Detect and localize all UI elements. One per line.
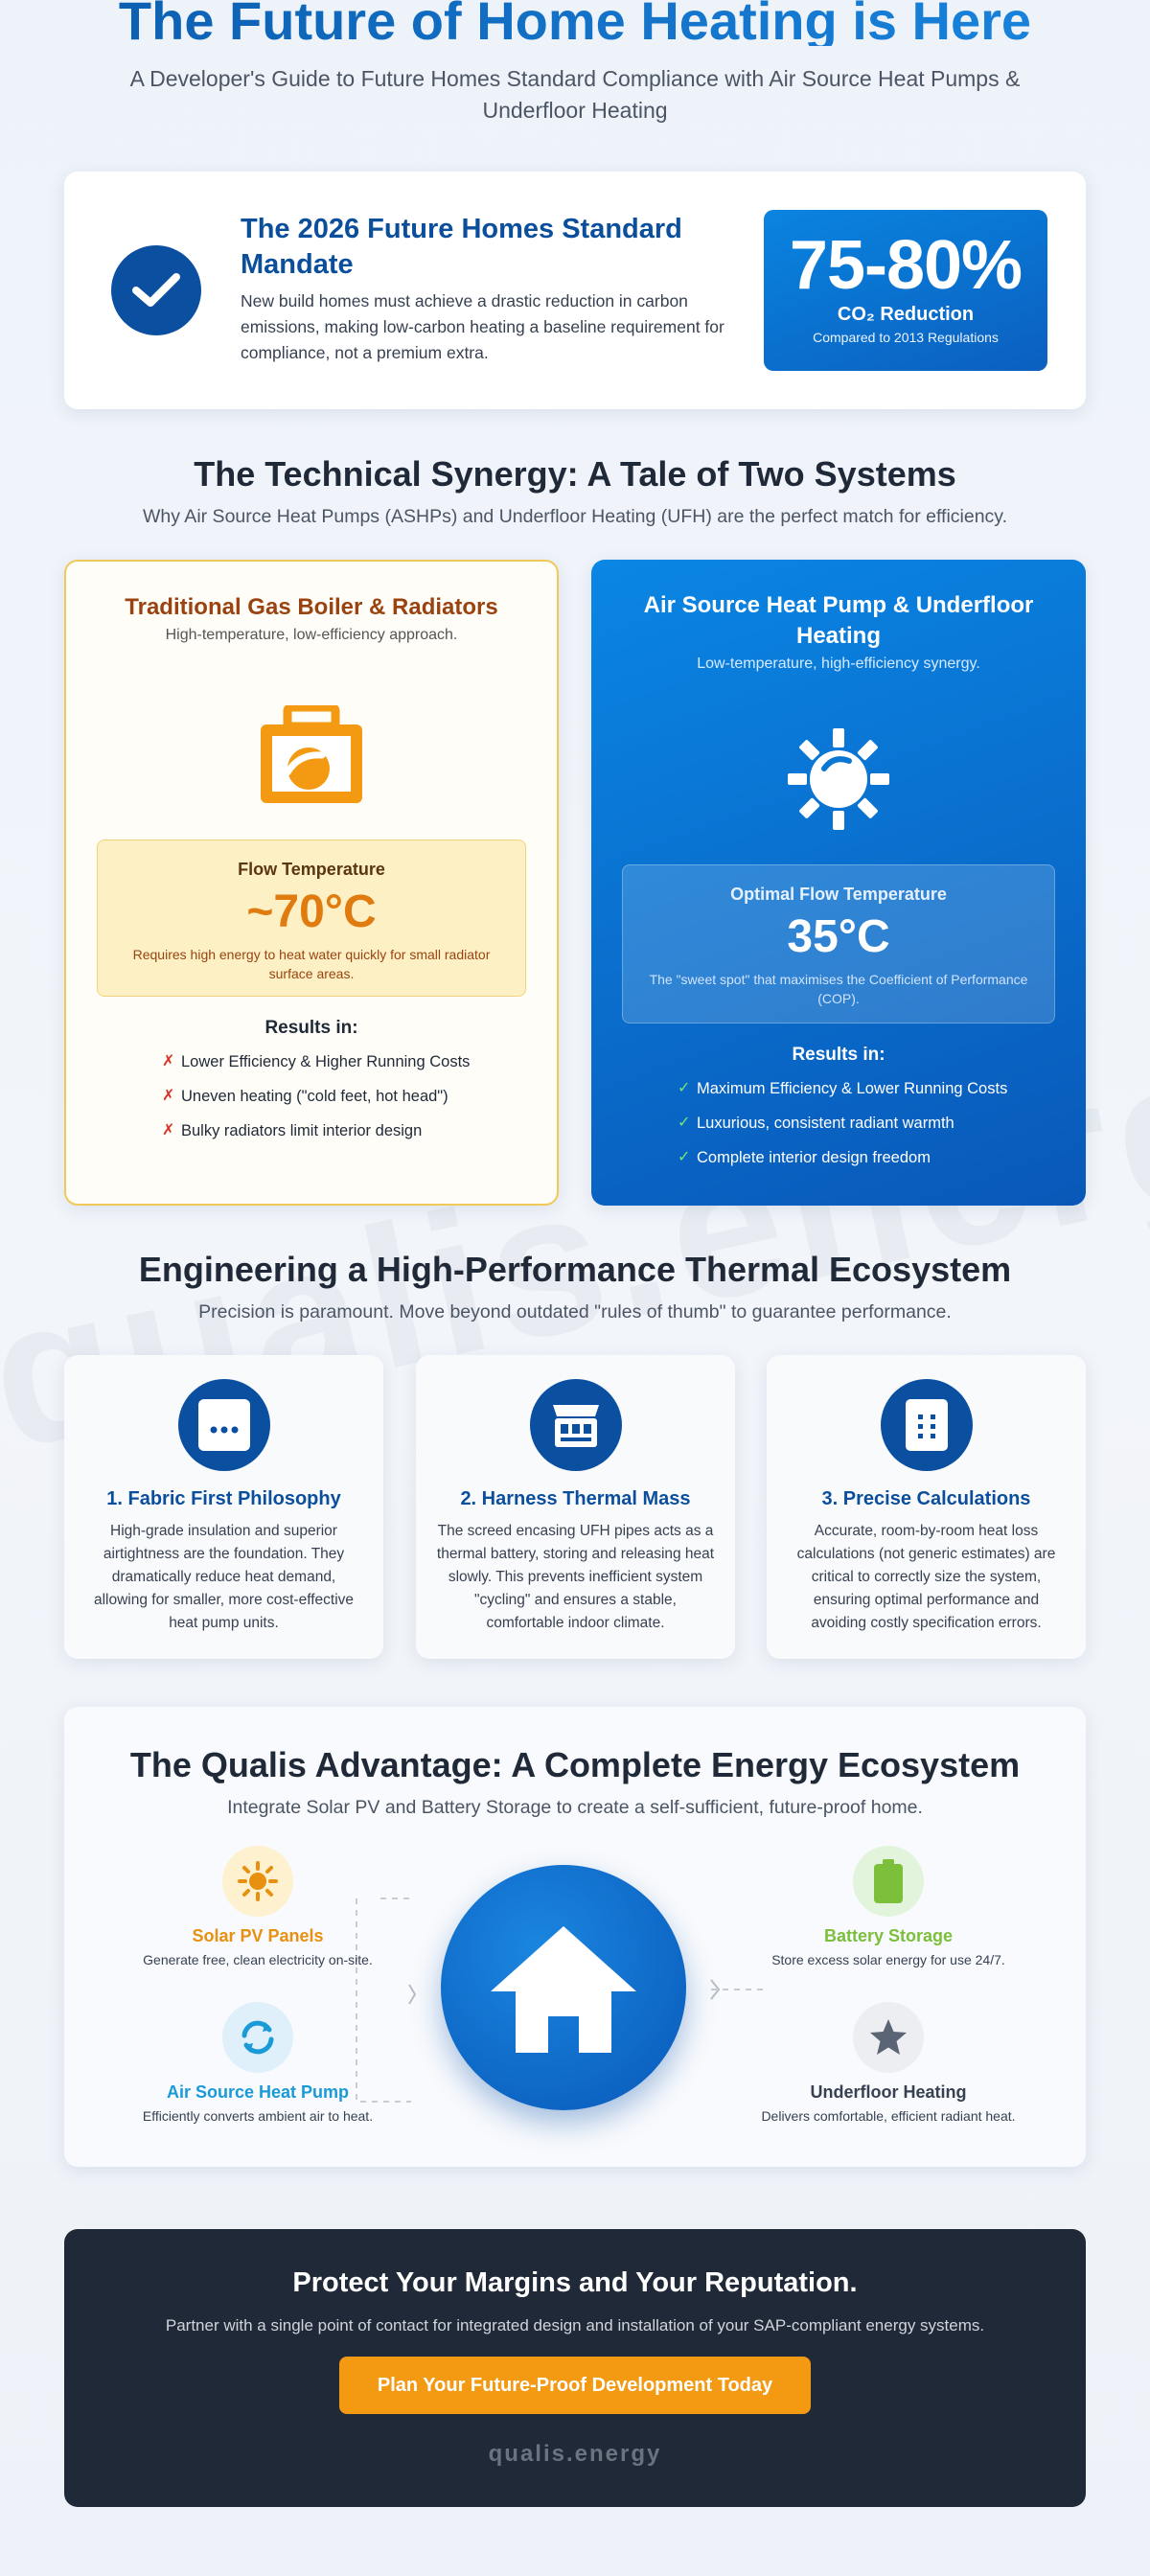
house-hub (441, 1865, 686, 2110)
node-name: Solar PV Panels (192, 1926, 324, 1945)
ecosystem-card-title: 1. Fabric First Philosophy (106, 1488, 341, 1509)
traditional-system-card (64, 560, 559, 1206)
synergy-heading (0, 454, 1150, 528)
check-icon: ✓ (678, 1115, 691, 1131)
list-item: ✓ Complete interior design freedom (678, 1149, 931, 1166)
node-desc: Store excess solar energy for use 24/7. (771, 1952, 1005, 1967)
advantage-title: The Qualis Advantage: A Complete Energy Ecosystem (129, 1745, 1021, 1784)
check-icon: ✓ (678, 1080, 691, 1096)
node-name: Air Source Heat Pump (166, 2082, 350, 2102)
cta-title: Protect Your Margins and Your Reputation. (292, 2267, 858, 2298)
flow-label: Optimal Flow Temperature (730, 885, 947, 904)
results-heading: Results in: (792, 1045, 886, 1065)
ecosystem-card-calculations (767, 1355, 1086, 1659)
node-solar (104, 1846, 411, 1967)
ecosystem-card-fabric (64, 1355, 383, 1659)
advantage-card (64, 1707, 1086, 2167)
synergy-title: The Technical Synergy: A Tale of Two Systems (194, 454, 956, 494)
ashp-flow-box (622, 864, 1055, 1024)
stat-label: CO₂ Reduction (837, 304, 975, 325)
house-icon (487, 1920, 640, 2055)
synergy-subtitle: Why Air Source Heat Pumps (ASHPs) and Underfloor Heating (UFH) are the perfect match for efficiency. (142, 506, 1008, 527)
node-battery (735, 1846, 1042, 1967)
mandate-title: The 2026 Future Homes Standard Mandate (241, 214, 682, 280)
ecosystem-title: Engineering a High-Performance Thermal Ecosystem (138, 1250, 1012, 1289)
flow-note: Requires high energy to heat water quickly for small radiator surface areas. (132, 947, 491, 981)
ecosystem-card-thermal (416, 1355, 735, 1659)
node-desc: Efficiently converts ambient air to heat. (142, 2108, 374, 2124)
flow-value: 35°C (787, 911, 890, 962)
traditional-title: Traditional Gas Boiler & Radiators (125, 594, 498, 620)
refresh-icon (222, 2002, 293, 2073)
ecosystem-heading (0, 1250, 1150, 1323)
check-circle-icon (111, 245, 201, 335)
node-name: Battery Storage (823, 1926, 954, 1945)
ashp-tagline: Low-temperature, high-efficiency synergy. (697, 656, 980, 672)
mandate-body: New build homes must achieve a drastic reduction in carbon emissions, making low-carbon heating a baseline requirement for compliance, not a premium extra. (241, 291, 724, 362)
list-item: ✗ Lower Efficiency & Higher Running Costs (162, 1053, 471, 1070)
ecosystem-subtitle: Precision is paramount. Move beyond outdated "rules of thumb" to guarantee performance. (198, 1301, 952, 1322)
ashp-results (591, 1079, 1086, 1167)
node-desc: Generate free, clean electricity on-site. (143, 1952, 373, 1967)
mandate-card (64, 172, 1086, 409)
cross-icon: ✗ (162, 1122, 175, 1138)
co2-stat-box (764, 210, 1047, 371)
ecosystem-card-body: Accurate, room-by-room heat loss calculations (not generic estimates) are critical to correctly size the system, ensuring optimal performance and avoiding costly specification errors. (796, 1523, 1056, 1631)
boiler-icon (259, 705, 364, 805)
ecosystem-card-body: High-grade insulation and superior airtightness are the foundation. They dramatically reduce heat demand, allowing for smaller, more cost-effective heat pump units. (93, 1523, 355, 1631)
cta-body: Partner with a single point of contact for integrated design and installation of your SAP-compliant energy systems. (165, 2316, 985, 2334)
check-icon: ✓ (678, 1149, 691, 1165)
sun-icon (786, 726, 891, 832)
flow-note: The "sweet spot" that maximises the Coefficient of Performance (COP). (649, 972, 1028, 1006)
node-desc: Delivers comfortable, efficient radiant heat. (761, 2108, 1016, 2124)
stat-sub: Compared to 2013 Regulations (813, 330, 999, 345)
list-item: ✗ Uneven heating ("cold feet, hot head") (162, 1088, 448, 1105)
list-item: ✗ Bulky radiators limit interior design (162, 1122, 423, 1139)
page-subtitle: A Developer's Guide to Future Homes Standard Compliance with Air Source Heat Pumps & Underfloor Heating (129, 66, 1021, 123)
ecosystem-card-title: 2. Harness Thermal Mass (460, 1488, 691, 1509)
brand-logo-text: qualis.energy (488, 2441, 662, 2467)
list-item: ✓ Luxurious, consistent radiant warmth (678, 1115, 954, 1132)
insulation-icon (178, 1379, 270, 1471)
plan-development-button[interactable]: Plan Your Future-Proof Development Today (339, 2357, 811, 2414)
battery-icon (853, 1846, 924, 1917)
node-ufh (735, 2002, 1042, 2124)
ecosystem-card-title: 3. Precise Calculations (821, 1488, 1031, 1509)
flow-label: Flow Temperature (238, 860, 385, 879)
node-name: Underfloor Heating (810, 2082, 967, 2102)
traditional-flow-box (97, 840, 526, 997)
calculator-icon (881, 1379, 973, 1471)
ashp-system-card (591, 560, 1086, 1206)
traditional-tagline: High-temperature, low-efficiency approach. (165, 627, 458, 643)
ashp-title: Air Source Heat Pump & Underfloor Heating (643, 592, 1034, 649)
traditional-results (66, 1052, 557, 1140)
cta-section (64, 2229, 1086, 2507)
ecosystem-card-body: The screed encasing UFH pipes acts as a thermal battery, storing and releasing heat slowly. This prevents inefficient system "cycling" and ensures a stable, comfortable indoor climate. (436, 1523, 715, 1631)
cross-icon: ✗ (162, 1053, 175, 1070)
results-heading: Results in: (264, 1018, 358, 1038)
cross-icon: ✗ (162, 1088, 175, 1104)
list-item: ✓ Maximum Efficiency & Lower Running Costs (678, 1080, 1008, 1097)
page-title: The Future of Home Heating is Here (0, 0, 1150, 46)
star-icon (853, 2002, 924, 2073)
thermal-store-icon (530, 1379, 622, 1471)
node-heatpump (104, 2002, 411, 2124)
stat-value: 75-80% (789, 227, 1023, 304)
flow-value: ~70°C (246, 886, 377, 937)
solar-icon (222, 1846, 293, 1917)
hero (0, 0, 1150, 126)
advantage-subtitle: Integrate Solar PV and Battery Storage to create a self-sufficient, future-proof home. (227, 1797, 923, 1818)
